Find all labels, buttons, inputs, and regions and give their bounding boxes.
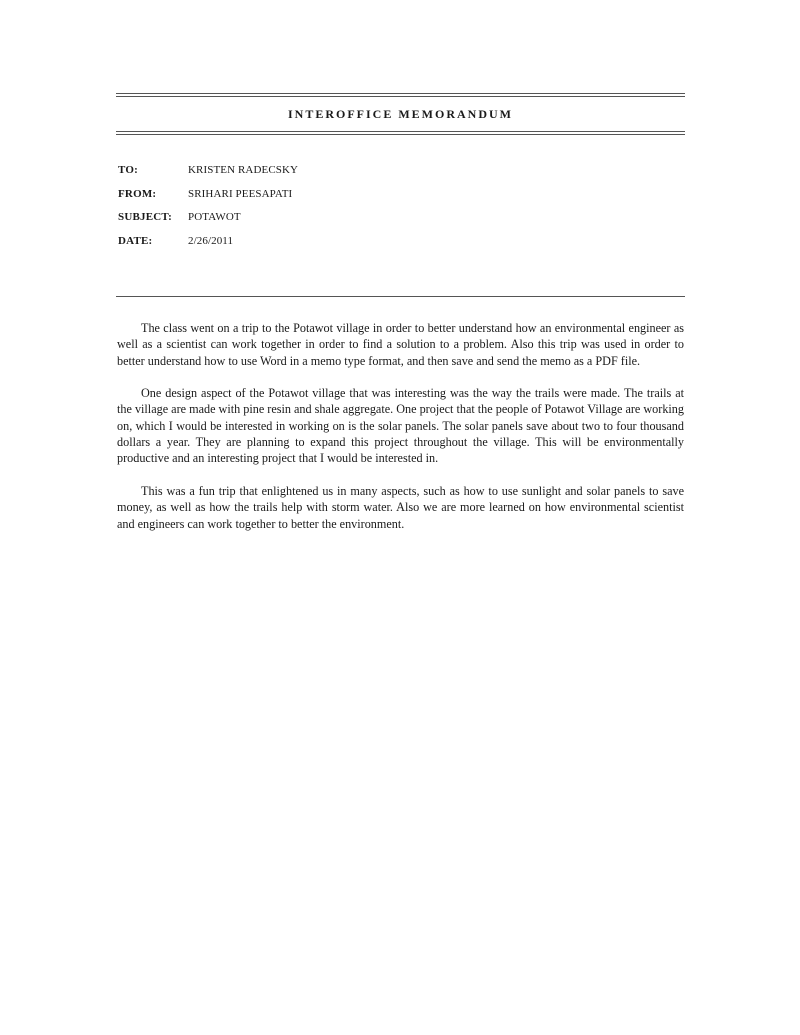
memo-fields [118,164,298,258]
field-subject [118,211,298,235]
header-top-rule [116,93,685,97]
body-paragraph: The class went on a trip to the Potawot village in order to better understand how an environmental engineer as well as a scientist can work together in order to find a solution to a problem. Also this trip was used in order to better understand how to use Word in a memo type format, and then save and send the memo as a PDF file. [117,321,684,368]
field-subject-label: SUBJECT: [118,211,172,223]
body-paragraph: This was a fun trip that enlightened us in many aspects, such as how to use sunlight and solar panels to save money, as well as how the trails help with storm water. Also we are more learned on how environmental scientist and engineers can work together to better the environment. [117,483,684,531]
memo-divider [116,296,685,297]
header-bottom-rule [116,131,685,135]
field-from-value: SRIHARI PEESAPATI [188,187,293,200]
field-date-label: DATE: [118,234,153,247]
field-from [118,188,298,212]
field-date [118,235,298,259]
field-to-value: KRISTEN RADECSKY [188,164,299,176]
field-to-label: TO: [118,164,138,176]
field-from-label: FROM: [118,187,157,200]
field-subject-value: POTAWOT [188,211,241,223]
memo-title: INTEROFFICE MEMORANDUM [288,107,513,121]
field-date-value: 2/26/2011 [188,234,234,247]
body-paragraph: One design aspect of the Potawot village that was interesting was the way the trails were made. The trails at the village are made with pine resin and shale aggregate. One project that the people of Potawot Village are working on, which I would be interested in working on is the solar panels. The solar panels save about two to four thousand dollars a year. They are planning to expand this project throughout the village. This will be environmentally productive and an interesting project that I would be interested in. [117,386,684,466]
memo-body [117,320,684,548]
field-to [118,164,298,188]
